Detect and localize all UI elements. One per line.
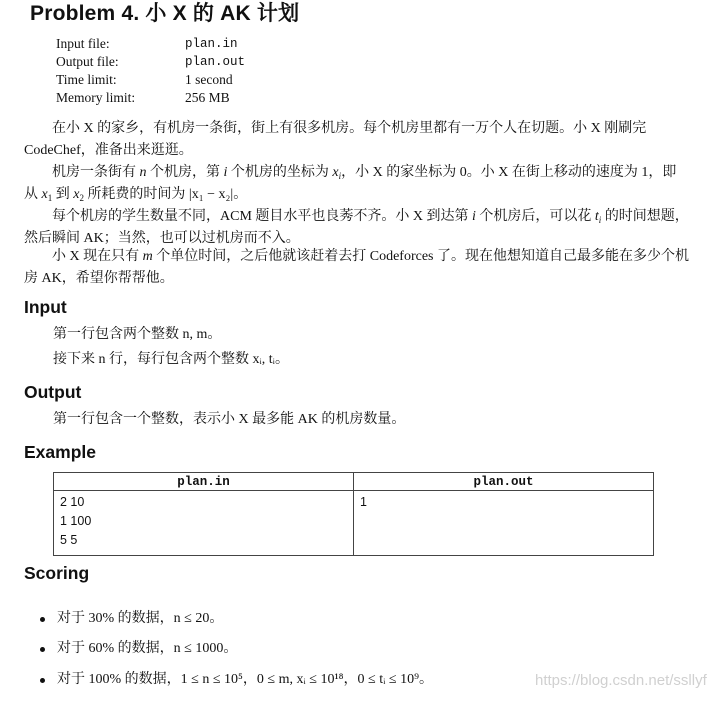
meta-time-limit: Time limit: 1 second bbox=[56, 72, 233, 87]
example-heading: Example bbox=[24, 442, 96, 462]
scoring-item-1: 对于 30% 的数据，n ≤ 20。 bbox=[40, 609, 223, 629]
statement-paragraph-1: 在小 X 的家乡，有机房一条街，街上有很多机房。每个机房里都有一万个人在切题。小 X 刚刷完 CodeChef，准备出来逛逛。 bbox=[24, 121, 647, 158]
example-output-cell: 1 bbox=[354, 491, 654, 556]
statement-paragraph-2: 机房一条街有 n 个机房，第 i 个机房的坐标为 $x_i$，小 X 的家坐标为 0。小 X 在街上移动的速度为 1，即从 $x_1$ 到 $x_2$ 所耗费的时间为 |x₁ − x₂|。 bbox=[24, 165, 677, 203]
input-line-2: 接下来 n 行，每行包含两个整数 xᵢ, tᵢ。 bbox=[53, 352, 289, 367]
scoring-heading: Scoring bbox=[24, 563, 90, 583]
problem-title: Problem 4. 小 X 的 AK 计划 bbox=[30, 2, 300, 25]
watermark: https://blog.csdn.net/ssllyf bbox=[535, 672, 707, 689]
example-table bbox=[53, 472, 654, 556]
example-input-header: plan.in bbox=[54, 473, 354, 491]
meta-memory-limit: Memory limit: 256 MB bbox=[56, 90, 230, 105]
meta-output-file: Output file: plan.out bbox=[56, 54, 246, 69]
bullet-icon bbox=[40, 617, 45, 622]
bullet-icon bbox=[40, 678, 45, 683]
input-heading: Input bbox=[24, 297, 67, 317]
output-heading: Output bbox=[24, 382, 82, 402]
bullet-icon bbox=[40, 647, 45, 652]
example-output-header: plan.out bbox=[354, 473, 654, 491]
problem-meta bbox=[56, 35, 245, 107]
statement-paragraph-4: 小 X 现在只有 m 个单位时间，之后他就该赶着去打 Codeforces 了。现在他想知道自己最多能在多少个机房 AK，希望你帮帮他。 bbox=[24, 249, 689, 286]
scoring-item-3: 对于 100% 的数据，1 ≤ n ≤ 10⁵，0 ≤ m, xᵢ ≤ 10¹⁸，0 ≤ tᵢ ≤ 10⁹。 bbox=[40, 670, 433, 690]
scoring-item-2: 对于 60% 的数据，n ≤ 1000。 bbox=[40, 639, 237, 659]
output-line-1: 第一行包含一个整数，表示小 X 最多能 AK 的机房数量。 bbox=[53, 412, 406, 427]
example-input-cell: 2 10 1 100 5 5 bbox=[54, 491, 354, 556]
input-line-1: 第一行包含两个整数 n, m。 bbox=[53, 327, 222, 342]
meta-input-file: Input file: plan.in bbox=[56, 36, 238, 51]
statement-paragraph-3: 每个机房的学生数量不同，ACM 题目水平也良莠不齐。小 X 到达第 i 个机房后，可以花 $t_i$ 的时间想题，然后瞬间 AK；当然，也可以过机房而不入。 bbox=[24, 209, 689, 246]
